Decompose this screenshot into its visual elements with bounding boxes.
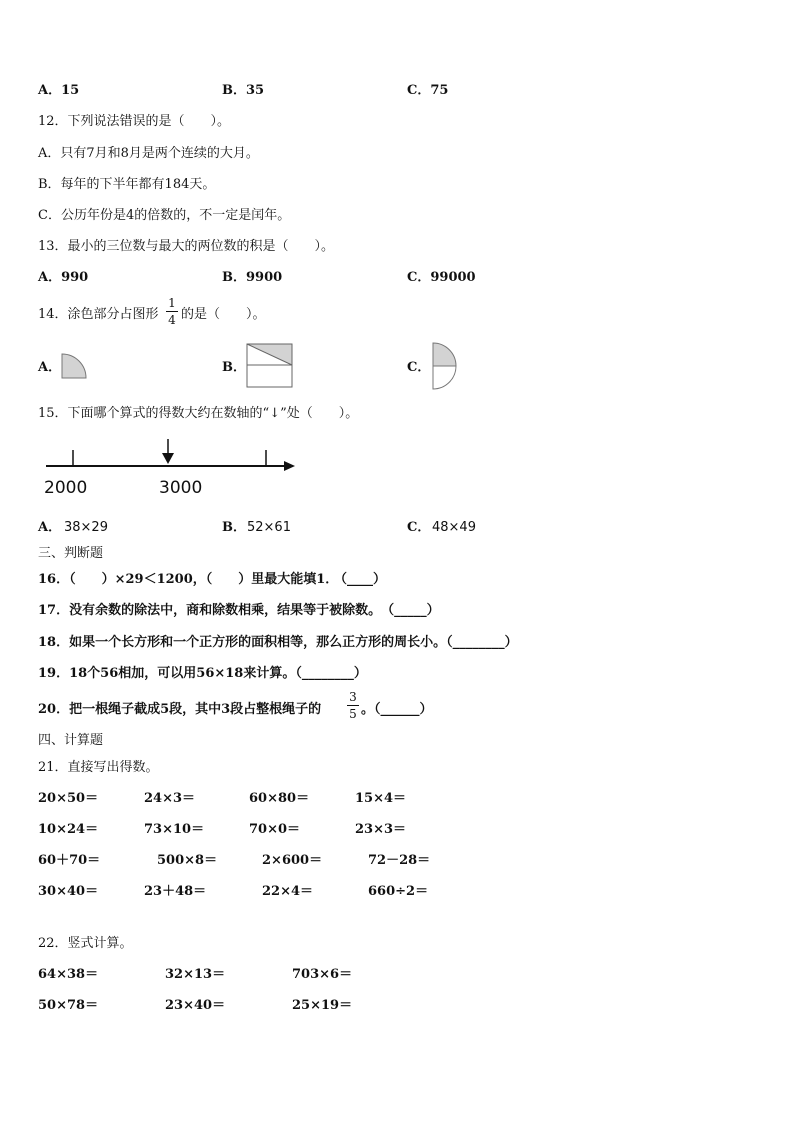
- q21-item: 22×4＝: [262, 884, 314, 899]
- q15-option-b-label: B．: [222, 520, 246, 535]
- q12-option-a: A．只有7月和8月是两个连续的大月。: [38, 146, 259, 161]
- q20-fraction: [347, 691, 359, 720]
- q17-stem: 17．没有余数的除法中，商和除数相乘，结果等于被除数。 （_____）: [38, 603, 440, 618]
- q13-option-b: B．9900: [222, 270, 283, 285]
- q15-option-a-expr: 38×29: [64, 520, 108, 535]
- section-3-heading: 三、判断题: [38, 546, 104, 561]
- q16-stem: 16．（ ）×29＜1200，（ ）里最大能填1．: [38, 572, 339, 587]
- q20-fraction-denominator: 5: [349, 707, 357, 721]
- q11-option-a: A．15: [38, 83, 80, 98]
- number-line-label-3000: 3000: [159, 478, 203, 498]
- q21-item: 70×0＝: [249, 822, 301, 837]
- q21-item: 500×8＝: [157, 853, 218, 868]
- q21-item: 660÷2＝: [368, 884, 429, 899]
- q22-item: 23×40＝: [165, 998, 226, 1013]
- section-4-heading: 四、计算题: [38, 733, 104, 748]
- q14-fraction: [166, 297, 178, 326]
- q21-item: 23＋48＝: [144, 884, 207, 899]
- q14-fraction-denominator: 4: [168, 313, 176, 327]
- q21-item: 20×50＝: [38, 791, 99, 806]
- number-line-label-2000: 2000: [44, 478, 88, 498]
- q22-item: 32×13＝: [165, 967, 226, 982]
- q15-stem: 15．下面哪个算式的得数大约在数轴的“↓”处（ ）。: [38, 406, 359, 421]
- q15-number-line: [40, 437, 302, 477]
- q15-option-b-expr: 52×61: [247, 520, 291, 535]
- q13-stem: 13．最小的三位数与最大的两位数的积是（ ）。: [38, 239, 335, 254]
- q22-item: 64×38＝: [38, 967, 99, 982]
- q14-option-b: B．: [222, 360, 246, 375]
- q20-stem-suffix: 。（______）: [361, 702, 433, 717]
- q20-fraction-bar: [347, 705, 359, 706]
- q19-stem: 19．18个56相加，可以用56×18来计算。（________）: [38, 666, 367, 681]
- q21-item: 15×4＝: [355, 791, 407, 806]
- q22-item: 25×19＝: [292, 998, 353, 1013]
- q14-divided-square-figure: [246, 343, 294, 389]
- q21-item: 60＋70＝: [38, 853, 101, 868]
- q22-stem: 22．竖式计算。: [38, 936, 133, 951]
- q21-item: 73×10＝: [144, 822, 205, 837]
- q12-option-b: B．每年的下半年都有184天。: [38, 177, 216, 192]
- q14-stem-suffix: 的是（ ）。: [181, 307, 266, 322]
- q21-item: 60×80＝: [249, 791, 310, 806]
- q21-item: 30×40＝: [38, 884, 99, 899]
- q14-shaded-quarter-sector: [62, 354, 86, 378]
- down-arrow-icon: [162, 453, 174, 464]
- q20-stem-prefix: 20．把一根绳子截成5段，其中3段占整根绳子的: [38, 702, 322, 717]
- q14-semicircle-figure: [430, 341, 460, 391]
- q22-item: 50×78＝: [38, 998, 99, 1013]
- q12-stem: 12．下列说法错误的是（ ）。: [38, 114, 231, 129]
- q21-item: 23×3＝: [355, 822, 407, 837]
- q12-option-c: C．公历年份是4的倍数的，不一定是闰年。: [38, 208, 291, 223]
- q15-option-c-expr: 48×49: [432, 520, 476, 535]
- q11-option-c: C．75: [407, 83, 449, 98]
- q11-option-b: B．35: [222, 83, 265, 98]
- q14-option-c: C．: [407, 360, 431, 375]
- q20-fraction-numerator: 3: [349, 690, 357, 704]
- q14-option-a: A．: [38, 360, 62, 375]
- number-line-arrowhead: [284, 461, 295, 471]
- q14-quarter-circle-figure: [60, 352, 90, 380]
- q21-item: 72－28＝: [368, 853, 431, 868]
- q22-item: 703×6＝: [292, 967, 353, 982]
- q18-stem: 18．如果一个长方形和一个正方形的面积相等，那么正方形的周长小。（________）: [38, 635, 518, 650]
- q21-item: 10×24＝: [38, 822, 99, 837]
- q21-item: 24×3＝: [144, 791, 196, 806]
- q21-item: 2×600＝: [262, 853, 323, 868]
- q14-fraction-bar: [166, 311, 178, 312]
- q14-stem-prefix: 14．涂色部分占图形: [38, 307, 159, 322]
- q21-stem: 21．直接写出得数。: [38, 760, 159, 775]
- q15-option-a-label: A．: [38, 520, 62, 535]
- q16-answer-blank: （____）: [334, 572, 387, 587]
- q14-fraction-numerator: 1: [168, 296, 176, 310]
- q13-option-a: A．990: [38, 270, 89, 285]
- q13-option-c: C．99000: [407, 270, 476, 285]
- q15-option-c-label: C．: [407, 520, 431, 535]
